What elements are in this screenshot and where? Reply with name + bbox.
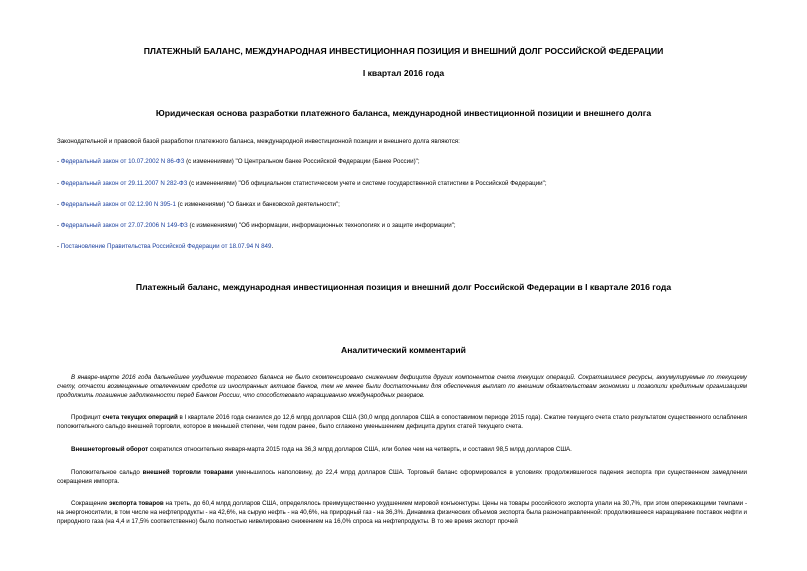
- law-item-1: - Федеральный закон от 10.07.2002 N 86-ФЗ (с изменениями) "О Центральном банке Российской Федерации (Банке России)";: [57, 158, 420, 165]
- law-link-3[interactable]: Федеральный закон от 02.12.90 N 395-1: [60, 201, 176, 208]
- paragraph-1: В январе-марте 2016 года дальнейшее ухудшение торгового баланса не было скомпенсировано снижением дефицита других компонентов счета текущих операций. Сократившиеся ресурсы, аккумулируемые по текущему счету, отчасти возмещенные отвлечением средств из иностранных активов банков, тем не менее были достаточными для обеспечения выплат по внешним обязательствам экономики и позволили кредитным организациям продолжить погашение задолженности перед Банком России, что способствовало наращиванию международных резервов.: [57, 374, 747, 399]
- commentary-heading: Аналитический комментарий: [341, 345, 466, 355]
- paragraph-3: Внешнеторговый оборот сократился относительно января-марта 2015 года на 36,3 млрд долларов США, или более чем на четверть, и составил 98,5 млрд долларов США.: [71, 446, 572, 453]
- legal-basis-heading: Юридическая основа разработки платежного баланса, международной инвестиционной позиции и внешнего долга: [155, 108, 652, 118]
- law-link-5[interactable]: Постановление Правительства Российской Федерации от 18.07.94 N 849: [60, 243, 272, 250]
- legal-intro: Законодательной и правовой базой разработки платежного баланса, международной инвестиционной позиции и внешнего долга являются:: [57, 138, 460, 145]
- paragraph-2: Профицит счета текущих операций в I квартале 2016 года снизился до 12,6 млрд долларов США (30,0 млрд долларов США в сопоставимом периоде 2015 года). Сжатие текущего счета стало результатом существенного ослабления положительного сальдо внешней торговли, которое в меньшей степени, чем годом ранее, было сглажено уменьшением дефицита других статей текущего счета.: [57, 414, 747, 430]
- law-item-5: - Постановление Правительства Российской Федерации от 18.07.94 N 849.: [57, 243, 274, 250]
- law-link-4[interactable]: Федеральный закон от 27.07.2006 N 149-ФЗ: [60, 222, 188, 229]
- paragraph-5: Сокращение экспорта товаров на треть, до 60,4 млрд долларов США, определялось преимущественно ухудшением мировой конъюнктуры. Цены на товары российского экспорта упали на 30,7%, при этом опережающими темпами - на энергоносители, в том числе на нефтепродукты - на 42,6%, на сырую нефть - на 40,6%, на природный газ - на 36,3%. Динамика физических объемов экспорта была разнонаправленной: продолжившееся наращивание поставок нефти и природного газа (на 4,4 и 17,5% соответственно) было полностью нивелировано снижением на 16,0% спроса на нефтепродукты. В то же время экспорт прочей: [57, 500, 748, 525]
- law-item-2: - Федеральный закон от 29.11.2007 N 282-ФЗ (с изменениями) "Об официальном статистическом учете и системе государственной статистики в Российской Федерации";: [57, 180, 547, 187]
- section-heading: Платежный баланс, международная инвестиционная позиция и внешний долг Российской Федерации в I квартале 2016 года: [135, 282, 672, 292]
- document-period: I квартал 2016 года: [362, 68, 445, 78]
- law-item-3: - Федеральный закон от 02.12.90 N 395-1 (с изменениями) "О банках и банковской деятельности";: [57, 201, 340, 208]
- document-title: ПЛАТЕЖНЫЙ БАЛАНС, МЕЖДУНАРОДНАЯ ИНВЕСТИЦИОННАЯ ПОЗИЦИЯ И ВНЕШНИЙ ДОЛГ РОССИЙСКОЙ ФЕДЕРАЦИИ: [143, 46, 664, 56]
- law-link-1[interactable]: Федеральный закон от 10.07.2002 N 86-ФЗ: [60, 158, 185, 165]
- law-item-4: - Федеральный закон от 27.07.2006 N 149-ФЗ (с изменениями) "Об информации, информационных технологиях и о защите информации";: [57, 222, 456, 229]
- paragraph-4: Положительное сальдо внешней торговли товарами уменьшилось наполовину, до 22,4 млрд долларов США. Торговый баланс сформировался в условиях продолжившегося падения экспорта при существенном замедлении сокращения импорта.: [57, 469, 748, 485]
- law-link-2[interactable]: Федеральный закон от 29.11.2007 N 282-ФЗ: [60, 180, 188, 187]
